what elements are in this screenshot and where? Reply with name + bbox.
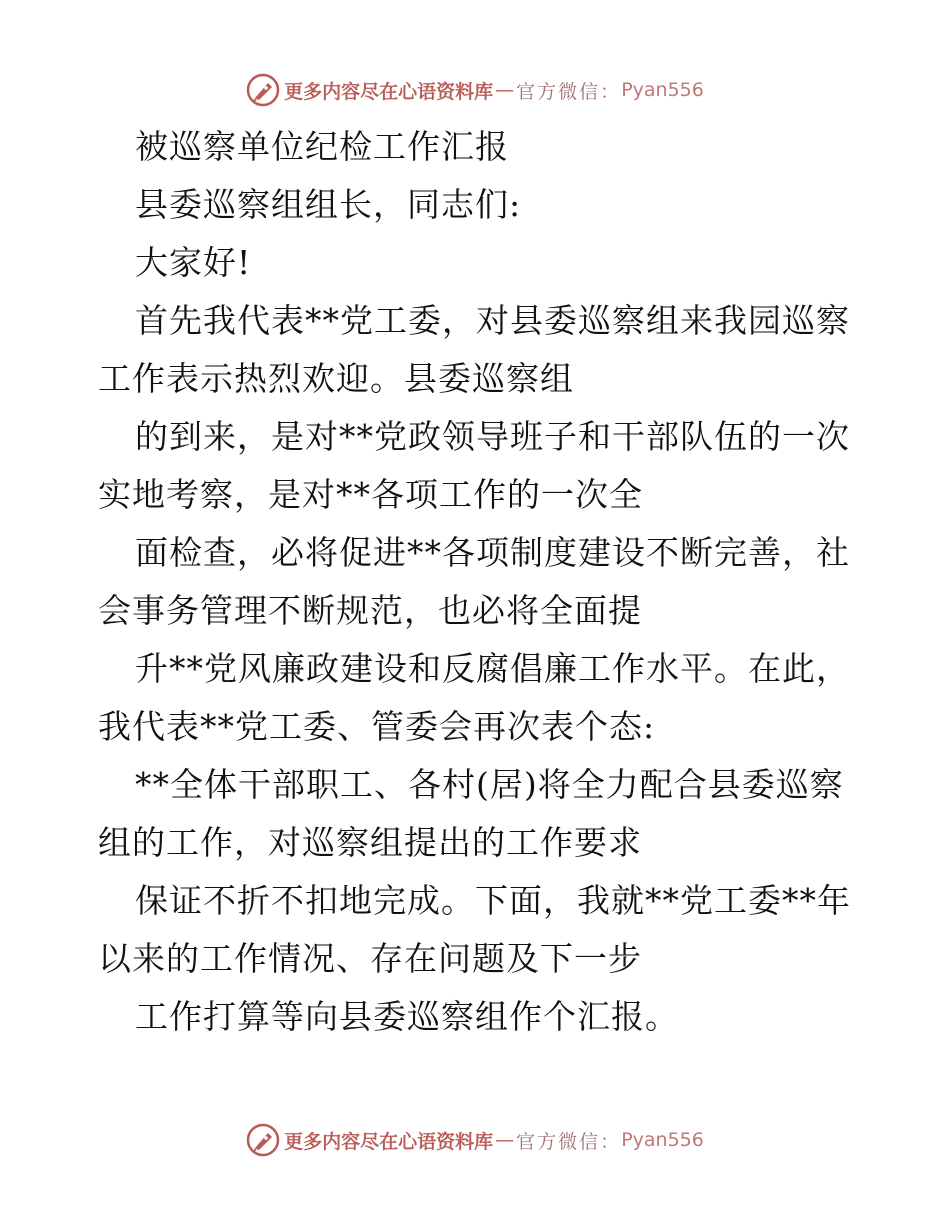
header-watermark-banner [0,70,950,110]
footer-watermark-banner [0,1120,950,1160]
body-line: 以来的工作情况、存在问题及下一步 [98,939,642,978]
document-body [98,118,858,1046]
pen-nib-logo-icon [246,1123,280,1157]
body-line: 我代表**党工委、管委会再次表个态: [98,707,656,746]
body-line: 会事务管理不断规范，也必将全面提 [98,591,642,630]
body-line: 工作表示热烈欢迎。县委巡察组 [98,359,574,398]
watermark-wechat-label: 官方微信： [516,80,622,103]
watermark-dash: — [495,79,515,101]
body-line: 面检查，必将促进**各项制度建设不断完善，社 [135,533,850,572]
body-line: 首先我代表**党工委，对县委巡察组来我园巡察 [135,301,850,340]
greeting-line: 大家好! [135,243,252,282]
body-line: 的到来，是对**党政领导班子和干部队伍的一次 [135,417,850,456]
body-line: 组的工作，对巡察组提出的工作要求 [98,823,642,862]
watermark-wechat-id: Pyan556 [621,1129,704,1151]
body-line: 升**党风廉政建设和反腐倡廉工作水平。在此， [135,649,850,688]
body-line: 实地考察，是对**各项工作的一次全 [98,475,643,514]
watermark-brand-text: 更多内容尽在心语资料库 [284,80,494,103]
body-line: 保证不折不扣地完成。下面，我就**党工委**年 [135,881,851,920]
document-title: 被巡察单位纪检工作汇报 [135,127,509,166]
watermark-dash: — [495,1129,515,1151]
body-line: 工作打算等向县委巡察组作个汇报。 [135,997,679,1036]
body-line: **全体干部职工、各村(居)将全力配合县委巡察 [135,765,844,804]
watermark-brand-text: 更多内容尽在心语资料库 [284,1130,494,1153]
pen-nib-logo-icon [246,73,280,107]
watermark-wechat-label: 官方微信： [516,1130,622,1153]
salutation-line: 县委巡察组组长，同志们: [135,185,522,224]
watermark-wechat-id: Pyan556 [621,79,704,101]
